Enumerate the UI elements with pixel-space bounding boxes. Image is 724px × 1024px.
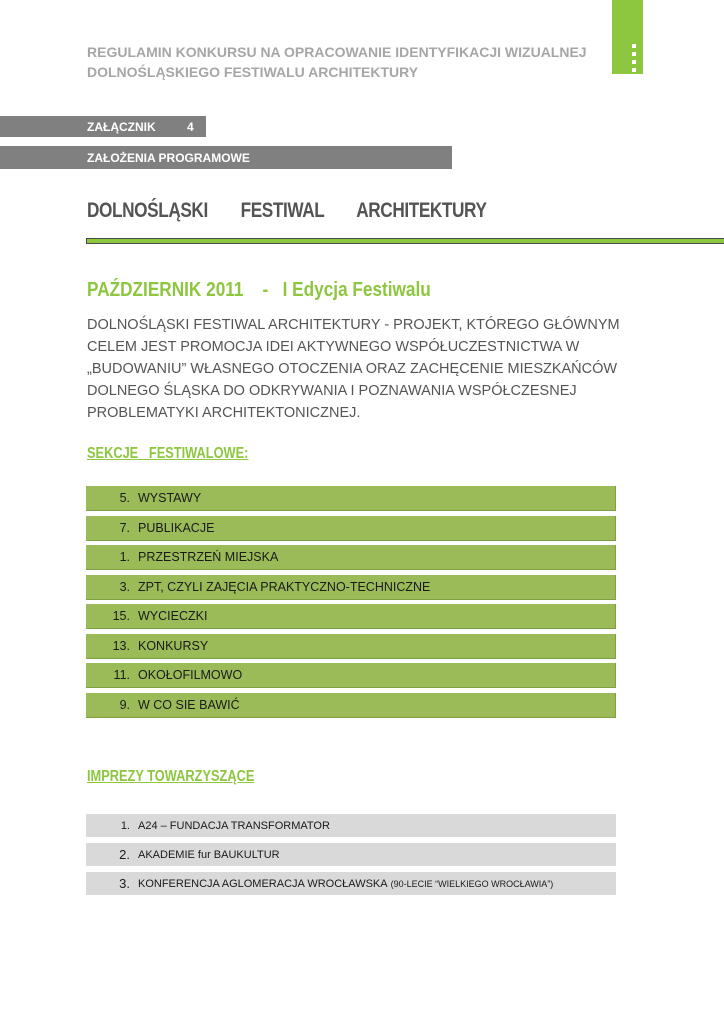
list-item: 11. OKOŁOFILMOWO [86,663,616,688]
list-item: 13. KONKURSY [86,634,616,659]
list-item: 3. KONFERENCJA AGLOMERACJA WROCŁAWSKA (90-LECIE “WIELKIEGO WROCŁAWIA”) [86,872,616,895]
events-heading: IMPREZY TOWARZYSZĄCE [87,768,255,785]
event-note: (90-LECIE “WIELKIEGO WROCŁAWIA”) [390,878,554,889]
sections-heading: SEKCJE FESTIWALOWE: [87,445,249,462]
events-list [86,814,616,901]
program-bar-label: ZAŁOŻENIA PROGRAMOWE [87,151,250,165]
list-item: 15. WYCIECZKI [86,604,616,629]
heading-divider [86,238,724,244]
attachment-bar [0,116,206,137]
header-line-2: DOLNOŚLĄSKIEGO FESTIWALU ARCHITEKTURY [87,64,419,80]
corner-logo-tab [612,0,643,74]
document-header [87,42,597,82]
header-line-1: REGULAMIN KONKURSU NA OPRACOWANIE IDENTYFIKACJI WIZUALNEJ [87,44,587,60]
list-item: 5. WYSTAWY [86,486,616,511]
list-item: 3. ZPT, CZYLI ZAJĘCIA PRAKTYCZNO-TECHNICZNE [86,575,616,600]
list-item: 7. PUBLIKACJE [86,516,616,541]
date-heading: PAŹDZIERNIK 2011 - I Edycja Festiwalu [87,279,431,301]
list-item: 9. W CO SIE BAWIĆ [86,693,616,718]
program-bar [0,146,452,169]
list-item: 1. A24 – FUNDACJA TRANSFORMATOR [86,814,616,837]
main-heading: DOLNOŚLĄSKI FESTIWAL ARCHITEKTURY [87,199,487,222]
attachment-number: 4 [187,120,194,134]
list-item: 1. PRZESTRZEŃ MIEJSKA [86,545,616,570]
logo-marks-icon [632,44,636,72]
attachment-label: ZAŁĄCZNIK [87,120,156,134]
list-item: 2. AKADEMIE fur BAUKULTUR [86,843,616,866]
sections-list [86,486,616,722]
lead-paragraph: DOLNOŚLĄSKI FESTIWAL ARCHITEKTURY - PROJEKT, KTÓREGO GŁÓWNYM CELEM JEST PROMOCJA IDEI AKTYWNEGO WSPÓŁUCZESTNICTWA W „BUDOWANIU” WŁASNEGO OTOCZENIA ORAZ ZACHĘCENIE MIESZKAŃCÓW DOLNEGO ŚLĄSKA DO ODKRYWANIA I POZNAWANIA WSPÓŁCZESNEJ PROBLEMATYKI ARCHITEKTONICZNEJ. [87,317,620,421]
